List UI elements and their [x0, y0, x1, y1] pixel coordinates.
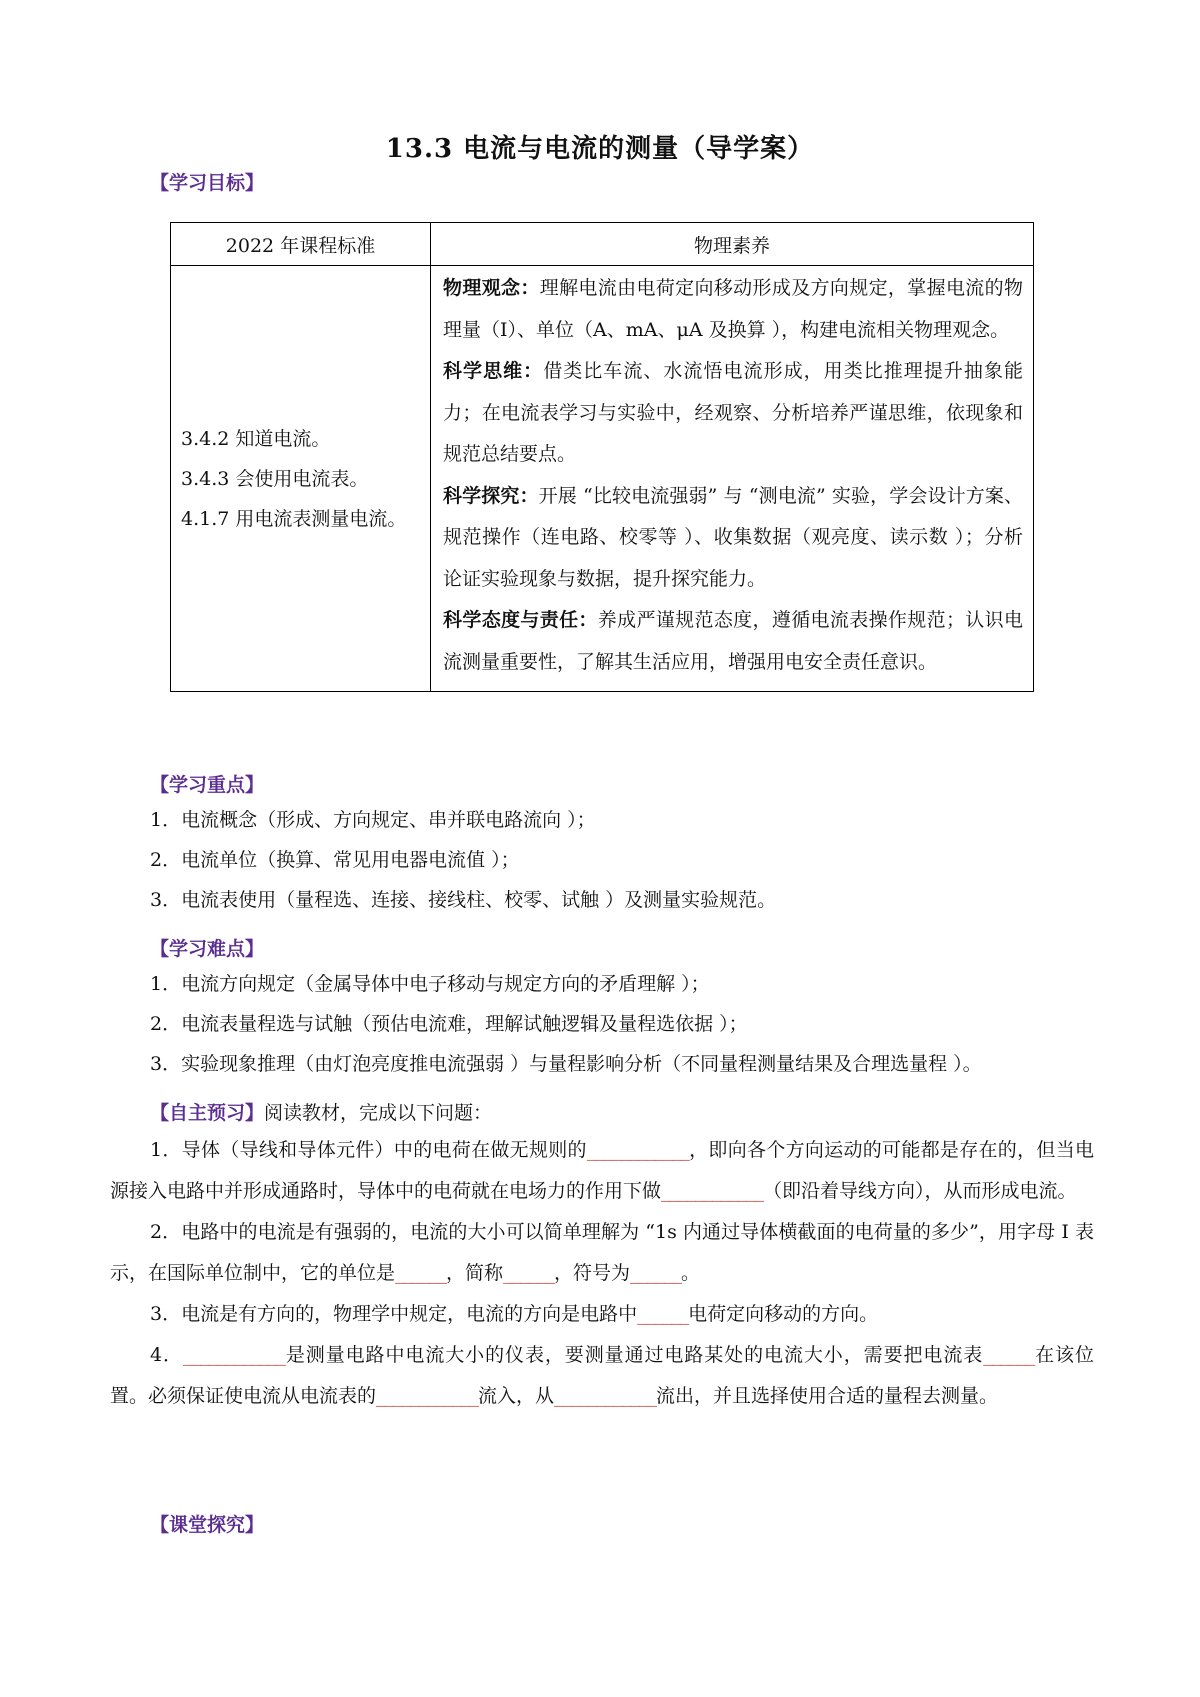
question-text: ，简称 — [446, 1262, 504, 1284]
literacy-label: 物理观念： — [443, 277, 540, 299]
difficulty-item: 2．电流表量程选与试触（预估电流难，理解试触逻辑及量程选依据 ）； — [150, 1013, 748, 1035]
header-physics-literacy: 物理素养 — [431, 223, 1034, 266]
answer-blank[interactable]: ____________ — [182, 1344, 285, 1366]
header-curriculum-standard: 2022 年课程标准 — [171, 223, 431, 266]
literacy-text: 养成严谨规范态度，遵循电流表操作规范；认识电流测量重要性，了解其生活应用，增强用电安全责任意识。 — [443, 609, 1023, 673]
question-text: 2．电路中的电流是有强弱的，电流的大小可以简单理解为 “1s 内通过导体横截面的电荷量的多少”，用字母 I 表示，在国际单位制中，它的单位是 — [110, 1221, 1094, 1284]
question-text: 4． — [150, 1344, 183, 1366]
difficulty-item: 1．电流方向规定（金属导体中电子移动与规定方向的矛盾理解 ）； — [150, 973, 710, 995]
answer-blank[interactable]: ______ — [630, 1262, 682, 1284]
question-text: 3．电流是有方向的，物理学中规定，电流的方向是电路中 — [150, 1303, 638, 1325]
literacy-scientific-thinking — [443, 351, 1023, 476]
question-text: 1．导体（导线和导体元件）中的电荷在做无规则的 — [150, 1139, 587, 1161]
literacy-physics-concept — [443, 268, 1023, 351]
goals-table-body-row — [171, 266, 1034, 692]
question-text: （即沿着导线方向），从而形成电流。 — [763, 1180, 1077, 1202]
key-point-item: 3．电流表使用（量程选、连接、接线柱、校零、试触 ）及测量实验规范。 — [150, 889, 777, 911]
question-text: ，即向各个方向运动的可能都是存在的，但当电源接入电路中并形成通路时，导体中的电荷就在电场力的作用下做 — [110, 1139, 1094, 1202]
preview-question-3 — [110, 1294, 1094, 1335]
question-text: 在该位置。必须保证使电流从电流表的 — [110, 1344, 1094, 1407]
preview-question-1 — [110, 1130, 1094, 1212]
preview-instruction: 阅读教材，完成以下问题： — [264, 1102, 493, 1124]
answer-blank[interactable]: ____________ — [376, 1385, 479, 1407]
standard-item: 3.4.3 会使用电流表。 — [181, 467, 369, 490]
question-text: 流入，从 — [478, 1385, 555, 1407]
question-text: 。 — [681, 1262, 701, 1284]
literacy-text: 借类比车流、水流悟电流形成，用类比推理提升抽象能力；在电流表学习与实验中，经观察、分析培养严谨思维，依现象和规范总结要点。 — [443, 360, 1023, 465]
answer-blank[interactable]: ______ — [637, 1303, 689, 1325]
key-point-item: 1．电流概念（形成、方向规定、串并联电路流向 ）； — [150, 809, 596, 831]
question-text: 电荷定向移动的方向。 — [688, 1303, 879, 1325]
literacy-text: 理解电流由电荷定向移动形成及方向规定，掌握电流的物理量（I）、单位（A、mA、μA 及换算 ），构建电流相关物理观念。 — [443, 277, 1023, 341]
standards-cell — [171, 266, 431, 692]
answer-blank[interactable]: ______ — [983, 1344, 1035, 1366]
answer-blank[interactable]: ______ — [503, 1262, 555, 1284]
literacy-attitude-responsibility — [443, 600, 1023, 683]
answer-blank[interactable]: ____________ — [586, 1139, 689, 1161]
literacy-label: 科学思维： — [443, 360, 544, 382]
answer-blank[interactable]: ____________ — [554, 1385, 657, 1407]
answer-blank[interactable]: ______ — [395, 1262, 447, 1284]
difficulty-item: 3．实验现象推理（由灯泡亮度推电流强弱 ）与量程影响分析（不同量程测量结果及合理选量程 ）。 — [150, 1053, 982, 1075]
question-text: ，符号为 — [554, 1262, 631, 1284]
literacy-scientific-inquiry — [443, 476, 1023, 601]
question-text: 流出，并且选择使用合适的量程去测量。 — [656, 1385, 999, 1407]
section-key-points-heading: 【学习重点】 — [150, 774, 265, 796]
answer-blank[interactable]: ____________ — [661, 1180, 764, 1202]
question-text: 是测量电路中电流大小的仪表，要测量通过电路某处的电流大小，需要把电流表 — [284, 1344, 984, 1366]
standard-item: 4.1.7 用电流表测量电流。 — [181, 507, 407, 530]
preview-heading-label: 【自主预习】 — [150, 1102, 265, 1124]
goals-table — [170, 222, 1034, 692]
section-goals-heading: 【学习目标】 — [150, 172, 265, 194]
standard-item: 3.4.2 知道电流。 — [181, 427, 331, 450]
literacy-label: 科学探究： — [443, 484, 539, 507]
goals-table-header-row — [171, 223, 1034, 266]
key-point-item: 2．电流单位（换算、常见用电器电流值 ）； — [150, 849, 520, 871]
page-title: 13.3 电流与电流的测量（导学案） — [385, 134, 815, 164]
section-classroom-heading: 【课堂探究】 — [150, 1514, 265, 1536]
literacy-text: 开展 “比较电流强弱” 与 “测电流” 实验，学会设计方案、规范操作（连电路、校零等 ）、收集数据（观亮度、读示数 ）；分析论证实验现象与数据，提升探究能力。 — [443, 484, 1023, 590]
section-preview-heading — [150, 1098, 492, 1125]
literacy-cell — [431, 266, 1034, 692]
literacy-label: 科学态度与责任： — [443, 609, 598, 631]
preview-questions — [110, 1130, 1094, 1417]
section-difficulties-heading: 【学习难点】 — [150, 938, 265, 960]
preview-question-2 — [110, 1212, 1094, 1294]
preview-question-4 — [110, 1335, 1094, 1417]
